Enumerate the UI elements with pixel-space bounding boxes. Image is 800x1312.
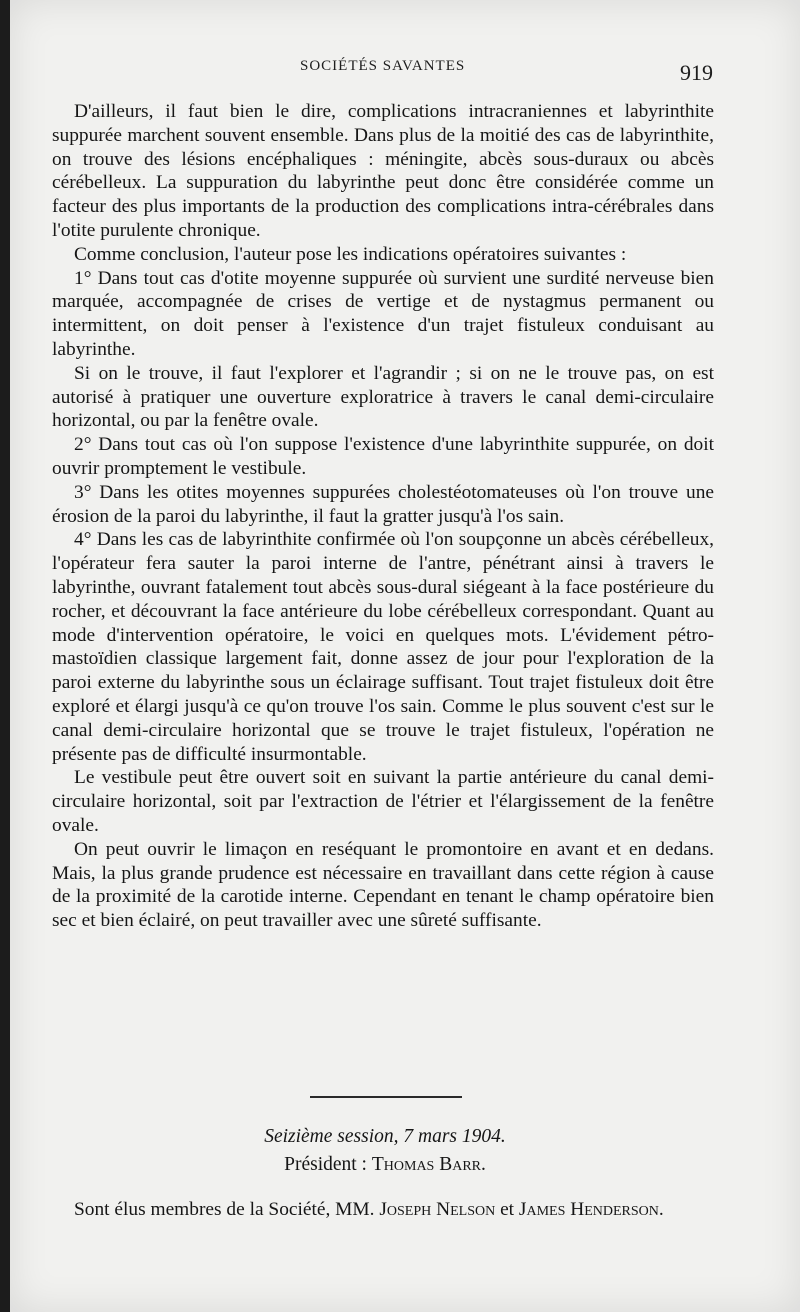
paragraph-3: 1° Dans tout cas d'otite moyenne suppurée où survient une surdité nerveuse bien marquée, accompagnée de crises de vertige et de nystagmus permanent ou intermittent, on doit penser à l'existence d'un trajet fistuleux conduisant au labyrinthe. bbox=[52, 267, 714, 360]
paragraph-6: 3° Dans les otites moyennes suppurées cholestéotomateuses où l'on trouve une érosion de la paroi du labyrinthe, il faut la gratter jusqu'à l'os sain. bbox=[52, 481, 714, 527]
paragraph-9: On peut ouvrir le limaçon en reséquant le promontoire en avant et en dedans. Mais, la plus grande prudence est nécessaire en travaillant dans cette région à cause de la proximité de la carotide interne. Cependant en tenant le champ opératoire bien sec et bien éclairé, on peut travailler avec une sûreté suffisante. bbox=[52, 838, 714, 932]
member-name-1: Joseph Nelson bbox=[379, 1199, 496, 1220]
page-number: 919 bbox=[680, 60, 713, 85]
section-divider bbox=[310, 1096, 462, 1098]
paragraph-5: 2° Dans tout cas où l'on suppose l'existence d'une labyrinthite suppurée, on doit ouvrir promptement le vestibule. bbox=[52, 434, 714, 479]
president-line bbox=[10, 1154, 760, 1176]
paragraph-2: Comme conclusion, l'auteur pose les indications opératoires suivantes : bbox=[74, 243, 627, 265]
members-intro: Sont élus membres de la Société, MM. bbox=[74, 1199, 380, 1220]
paragraph-1: D'ailleurs, il faut bien le dire, complications intracraniennes et labyrinthite suppurée marchent souvent ensemble. Dans plus de la moitié des cas de labyrinthite, on trouve des lésions encéphaliques : méningite, abcès sous-duraux ou abcès cérébelleux. La suppuration du labyrinthe peut donc être considérée comme un facteur des plus importants de la production des complications intra-cérébrales dans l'otite purulente chronique. bbox=[52, 101, 714, 241]
president-name: Thomas Barr. bbox=[371, 1154, 486, 1175]
paragraph-7: 4° Dans les cas de labyrinthite confirmée où l'on soupçonne un abcès cérébelleux, l'opérateur fera sauter la paroi interne de l'antre, pénétrant ainsi à travers le labyrinthe, ouvrant fatalement tout abcès sous-dural siégeant à la face postérieure du rocher, et découvrant la face antérieure du lobe cérébelleux correspondant. Quant au mode d'intervention opératoire, le voici en quelques mots. L'évidement pétro-mastoïdien classique largement fait, donne assez de jour pour l'exploration de la paroi externe du labyrinthe sous un éclairage suffisant. Tout trajet fistuleux doit être exploré et élargi jusqu'à ce qu'on trouve l'os sain. Comme le plus souvent c'est sur le canal demi-circulaire horizontal que se trouve le trajet fistuleux, l'opération ne présente pas de difficulté insurmontable. bbox=[52, 529, 714, 765]
member-name-2: James Henderson. bbox=[518, 1199, 664, 1220]
article-body bbox=[52, 100, 714, 933]
president-label: Président : bbox=[284, 1154, 372, 1175]
session-title: Seizième session, 7 mars 1904. bbox=[264, 1126, 506, 1147]
paragraph-8: Le vestibule peut être ouvert soit en suivant la partie antérieure du canal demi-circulaire horizontal, soit par l'extraction de l'étrier et l'élargissement de la fenêtre ovale. bbox=[52, 767, 714, 836]
book-page bbox=[10, 0, 800, 1312]
paragraph-4: Si on le trouve, il faut l'explorer et l'agrandir ; si on ne le trouve pas, on est autorisé à pratiquer une ouverture exploratrice à travers le canal demi-circulaire horizontal, ou par la fenêtre ovale. bbox=[52, 362, 714, 432]
members-paragraph bbox=[52, 1198, 714, 1222]
running-head: SOCIÉTÉS SAVANTES bbox=[300, 58, 466, 74]
members-conj: et bbox=[495, 1199, 519, 1220]
members-line bbox=[52, 1198, 714, 1222]
